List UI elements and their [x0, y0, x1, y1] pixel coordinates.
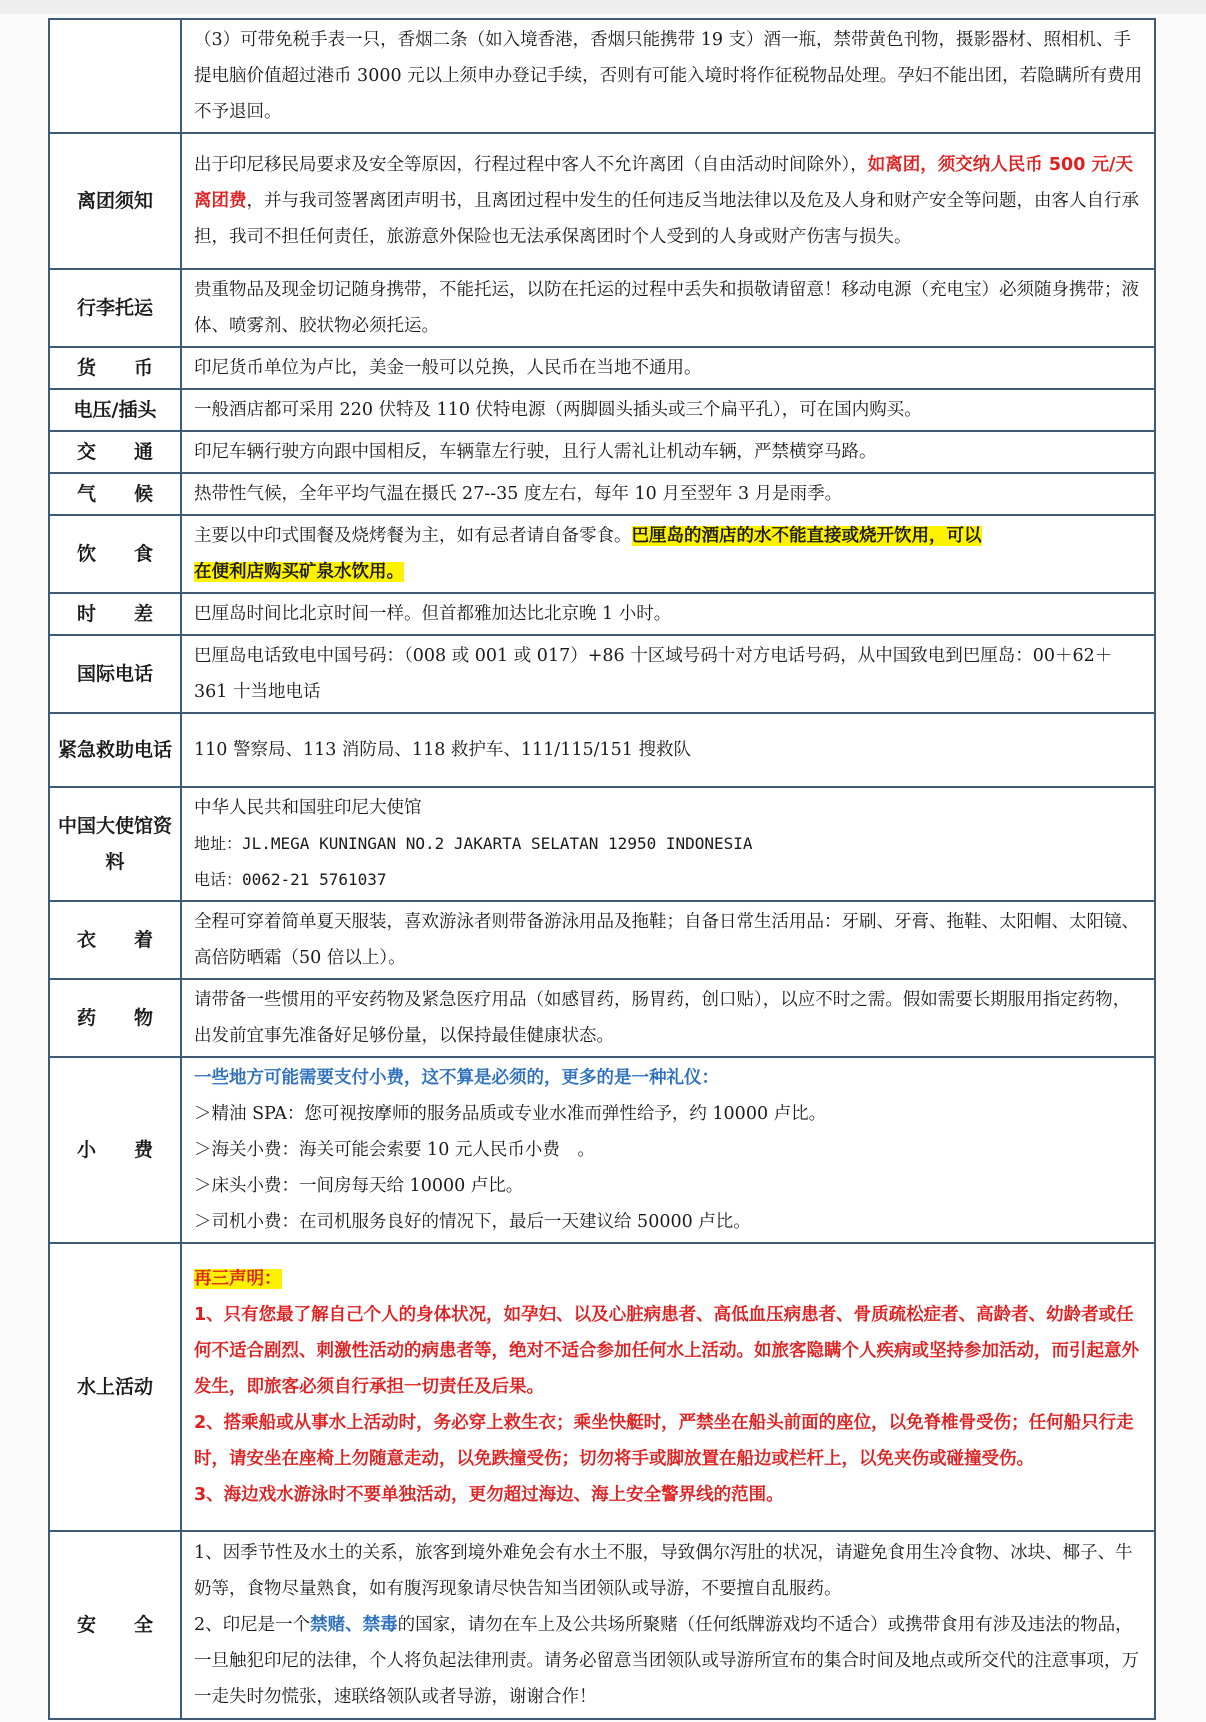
- row-label: 安 全: [49, 1531, 181, 1719]
- emergency-text: 110 警察局、113 消防局、118 救护车、111/115/151 搜救队: [181, 713, 1155, 787]
- row-safety: [49, 1531, 1155, 1719]
- water-activities-text: [181, 1243, 1155, 1531]
- intl-phone-text: 巴厘岛电话致电中国号码：（008 或 001 或 017）+86 十区域号码十对方电话号码，从中国致电到巴厘岛：00＋62＋361 十当地电话: [181, 635, 1155, 713]
- climate-text: 热带性气候，全年平均气温在摄氏 27--35 度左右，每年 10 月至翌年 3 月是雨季。: [181, 473, 1155, 515]
- row-label: 水上活动: [49, 1243, 181, 1531]
- row-climate: [49, 473, 1155, 515]
- water-rule-3: 3、海边戏水游泳时不要单独活动，更勿超过海边、海上安全警界线的范围。: [194, 1485, 784, 1505]
- row-label: 中国大使馆资料: [49, 787, 181, 901]
- row-emergency: [49, 713, 1155, 787]
- row-label: 衣 着: [49, 901, 181, 979]
- voltage-text: 一般酒店都可采用 220 伏特及 110 伏特电源（两脚圆头插头或三个扁平孔），可在国内购买。: [181, 389, 1155, 431]
- leave-group-text: 出于印尼移民局要求及安全等原因，行程过程中客人不允许离团（自由活动时间除外），如离团，须交纳人民币 500 元/天离团费，并与我司签署离团声明书，且离团过程中发生的任何违反当地法律以及危及人身和财产安全等问题，由客人自行承担，我司不担任何责任，旅游意外保险也无法承保离团时个人受到的人身或财产伤害与损失。: [181, 133, 1155, 269]
- row-luggage: [49, 269, 1155, 347]
- row-label: 饮 食: [49, 515, 181, 593]
- row-label: 离团须知: [49, 133, 181, 269]
- tips-item: ＞海关小费：海关可能会索要 10 元人民币小费 。: [194, 1140, 595, 1160]
- luggage-text: 贵重物品及现金切记随身携带，不能托运，以防在托运的过程中丢失和损敬请留意！移动电源（充电宝）必须随身携带；液体、喷雾剂、胶状物必须托运。: [181, 269, 1155, 347]
- tips-item: ＞床头小费：一间房每天给 10000 卢比。: [194, 1176, 524, 1196]
- water-warning-highlight: 巴厘岛的酒店的水不能直接或烧开饮用，可以: [631, 526, 982, 546]
- water-warning-highlight: 在便利店购买矿泉水饮用。: [194, 562, 404, 582]
- row-label: 紧急救助电话: [49, 713, 181, 787]
- water-rule-1: 1、只有您最了解自己个人的身体状况，如孕妇、以及心脏病患者、高低血压病患者、骨质疏松症者、高龄者、幼龄者或任何不适合剧烈、刺激性活动的病患者等，绝对不适合参加任何水上活动。如旅客隐瞒个人疾病或坚持参加活动，而引起意外发生，即旅客必须自行承担一切责任及后果。: [194, 1305, 1139, 1397]
- row-traffic: [49, 431, 1155, 473]
- embassy-address: 地址：JL.MEGA KUNINGAN NO.2 JAKARTA SELATAN 12950 INDONESIA: [194, 834, 753, 853]
- row-food: [49, 515, 1155, 593]
- traffic-text: 印尼车辆行驶方向跟中国相反，车辆靠左行驶，且行人需礼让机动车辆，严禁横穿马路。: [181, 431, 1155, 473]
- currency-text: 印尼货币单位为卢比，美金一般可以兑换，人民币在当地不通用。: [181, 347, 1155, 389]
- row-duty-free: [49, 19, 1155, 133]
- tips-intro: 一些地方可能需要支付小费，这不算是必须的，更多的是一种礼仪：: [194, 1068, 719, 1088]
- row-time-difference: [49, 593, 1155, 635]
- top-edge: [0, 0, 1206, 14]
- embassy-name: 中华人民共和国驻印尼大使馆: [194, 798, 422, 818]
- duty-free-text: （3）可带免税手表一只，香烟二条（如入境香港，香烟只能携带 19 支）酒一瓶，禁带黄色刊物，摄影器材、照相机、手提电脑价值超过港币 3000 元以上须申办登记手续，否则有可能入境时将作征税物品处理。孕妇不能出团，若隐瞒所有费用不予退回。: [181, 19, 1155, 133]
- medicine-text: 请带备一些惯用的平安药物及紧急医疗用品（如感冒药，肠胃药，创口贴），以应不时之需。假如需要长期服用指定药物，出发前宜事先准备好足够份量，以保持最佳健康状态。: [181, 979, 1155, 1057]
- row-label: 时 差: [49, 593, 181, 635]
- embassy-phone: 电话：0062-21 5761037: [194, 870, 387, 889]
- row-label: [49, 19, 181, 133]
- row-label: 气 候: [49, 473, 181, 515]
- row-embassy: [49, 787, 1155, 901]
- row-currency: [49, 347, 1155, 389]
- safety-rule-2: 2、印尼是一个禁赌、禁毒的国家，请勿在车上及公共场所聚赌（任何纸牌游戏均不适合）或携带食用有涉及违法的物品，一旦触犯印尼的法律，个人将负起法律刑责。请务必留意当团领队或导游所宣布的集合时间及地点或所交代的注意事项，万一走失时勿慌张，速联络领队或者导游，谢谢合作！: [194, 1615, 1139, 1707]
- row-leave-group: [49, 133, 1155, 269]
- row-water-activities: [49, 1243, 1155, 1531]
- tips-text: [181, 1057, 1155, 1243]
- food-text: 主要以中印式围餐及烧烤餐为主，如有忌者请自备零食。巴厘岛的酒店的水不能直接或烧开饮用，可以 在便利店购买矿泉水饮用。: [181, 515, 1155, 593]
- time-difference-text: 巴厘岛时间比北京时间一样。但首都雅加达比北京晚 1 小时。: [181, 593, 1155, 635]
- row-label: 交 通: [49, 431, 181, 473]
- row-label: 国际电话: [49, 635, 181, 713]
- row-voltage: [49, 389, 1155, 431]
- row-label: 电压/插头: [49, 389, 181, 431]
- leave-fee-warning: 如离团，须交纳人民币 500 元/天离团费: [194, 155, 1133, 211]
- safety-rule-1: 1、因季节性及水土的关系，旅客到境外难免会有水土不服，导致偶尔泻肚的状况，请避免食用生冷食物、冰块、椰子、牛奶等，食物尽量熟食，如有腹泻现象请尽快告知当团领队或导游，不要擅自乱服药。: [194, 1543, 1133, 1599]
- travel-notice-table: [48, 18, 1156, 1720]
- row-label: 行李托运: [49, 269, 181, 347]
- no-gambling-drugs: 禁赌、禁毒: [310, 1615, 398, 1635]
- row-tips: [49, 1057, 1155, 1243]
- safety-text: [181, 1531, 1155, 1719]
- row-label: 小 费: [49, 1057, 181, 1243]
- row-intl-phone: [49, 635, 1155, 713]
- row-clothing: [49, 901, 1155, 979]
- water-rule-2: 2、搭乘船或从事水上活动时，务必穿上救生衣；乘坐快艇时，严禁坐在船头前面的座位，以免脊椎骨受伤；任何船只行走时，请安坐在座椅上勿随意走动，以免跌撞受伤；切勿将手或脚放置在船边或栏杆上，以免夹伤或碰撞受伤。: [194, 1413, 1134, 1469]
- tips-item: ＞司机小费：在司机服务良好的情况下，最后一天建议给 50000 卢比。: [194, 1212, 751, 1232]
- embassy-info: [181, 787, 1155, 901]
- tips-item: ＞精油 SPA：您可视按摩师的服务品质或专业水准而弹性给予，约 10000 卢比。: [194, 1104, 827, 1124]
- row-medicine: [49, 979, 1155, 1057]
- row-label: 货 币: [49, 347, 181, 389]
- row-label: 药 物: [49, 979, 181, 1057]
- clothing-text: 全程可穿着简单夏天服装，喜欢游泳者则带备游泳用品及拖鞋；自备日常生活用品：牙刷、牙膏、拖鞋、太阳帽、太阳镜、高倍防晒霜（50 倍以上）。: [181, 901, 1155, 979]
- water-heading: 再三声明：: [194, 1269, 282, 1289]
